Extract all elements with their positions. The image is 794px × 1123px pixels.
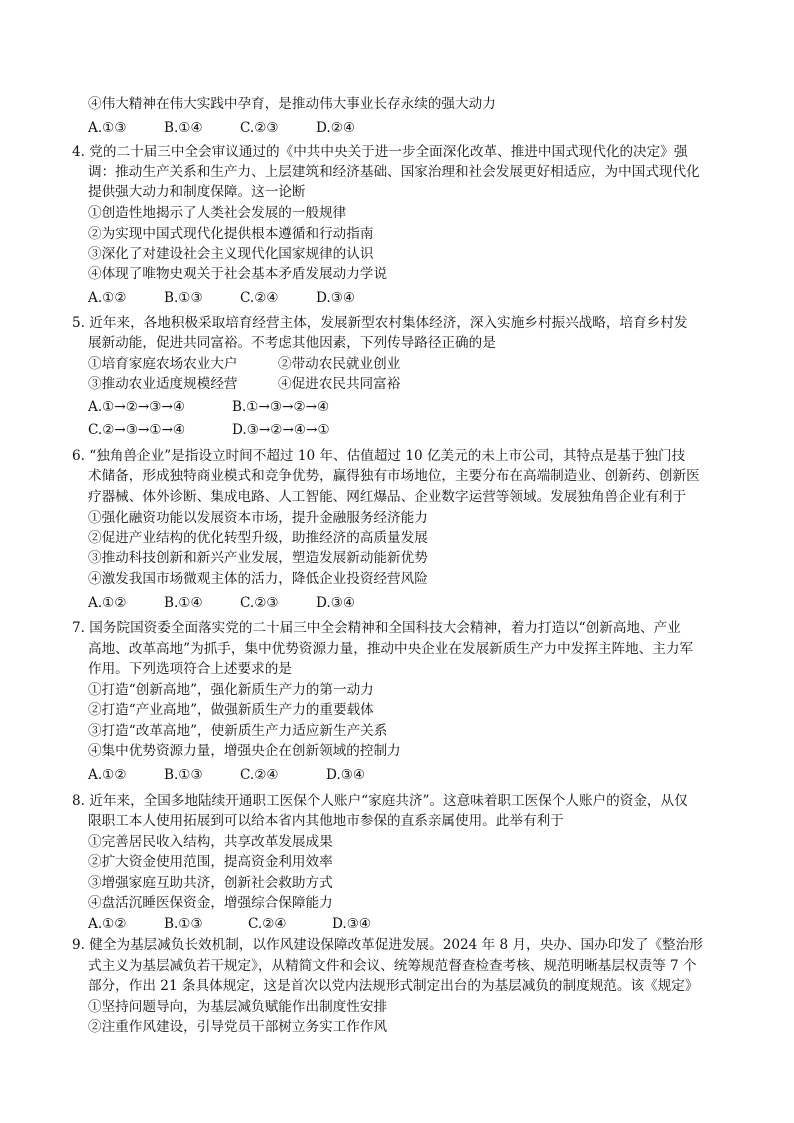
q3-item-4: ④伟大精神在伟大实践中孕育，是推动伟大事业长存永续的强大动力 [88,96,496,112]
q5-option-d: D.③→②→④→① [232,422,330,438]
q5-item-2: ②带动农民就业创业 [278,356,401,372]
q3-option-b: B.①④ [164,120,203,136]
q7-option-d: D.③④ [326,767,366,783]
q4-stem-line-3: 提供强大动力和制度保障。这一论断 [88,184,306,200]
q5-option-b: B.①→③→②→④ [232,399,330,415]
q7-stem-line-2: 高地、改革高地”为抓手，集中优势资源力量，推动中央企业在发展新质生产力中发挥主阵地、主力军 [88,641,694,657]
q9-item-2: ②注重作风建设，引导党员干部树立务实工作作风 [88,1019,388,1035]
q8-item-1: ①完善居民收入结构，共享改革发展成果 [88,834,333,850]
q4-option-c: C.②④ [240,290,279,306]
q6-option-c: C.②③ [240,595,279,611]
q5-stem-line-2: 展新动能，促进共同富裕。不考虑其他因素，下列传导路径正确的是 [88,335,496,351]
q8-stem-line-1: 8. 近年来，全国多地陆续开通职工医保个人账户“家庭共济”。这意味着职工医保个人账户的资金，从仅 [72,793,688,809]
q6-stem-line-2: 术储备，形成独特商业模式和竞争优势，赢得独有市场地位，主要分布在高端制造业、创新药、创新医 [88,468,700,484]
q8-item-2: ②扩大资金使用范围，提高资金利用效率 [88,854,333,870]
q9-stem-line-1: 9. 健全为基层减负长效机制，以作风建设保障改革促进发展。2024 年 8 月，央办、国办印发了《整治形 [72,937,703,953]
q3-option-d: D.②④ [316,120,356,136]
q9-item-1: ①坚持问题导向，为基层减负赋能作出制度性安排 [88,999,388,1015]
q5-item-1: ①培育家庭农场农业大户 [88,356,238,372]
q8-item-4: ④盘活沉睡医保资金，增强综合保障能力 [88,895,333,911]
q8-option-a: A.①② [88,916,127,932]
q7-item-2: ②打造“产业高地”，做强新质生产力的重要载体 [88,702,374,718]
q4-item-2: ②为实现中国式现代化提供根本遵循和行动指南 [88,226,374,242]
q6-stem-line-1: 6. “独角兽企业”是指设立时间不超过 10 年、估值超过 10 亿美元的未上市公司，其特点是基于独门技 [72,448,686,464]
q3-option-a: A.①③ [88,120,127,136]
q8-option-c: C.②④ [248,916,287,932]
q7-option-a: A.①② [88,767,127,783]
q7-stem-line-1: 7. 国务院国资委全面落实党的二十届三中全会精神和全国科技大会精神，着力打造以“创新高地、产业 [72,620,681,636]
q7-stem-line-3: 作用。下列选项符合上述要求的是 [88,661,292,677]
q6-item-4: ④激发我国市场微观主体的活力，降低企业投资经营风险 [88,571,428,587]
q3-option-c: C.②③ [240,120,279,136]
q4-stem-line-2: 调：推动生产关系和生产力、上层建筑和经济基础、国家治理和社会发展更好相适应，为中国式现代化 [88,164,700,180]
q6-stem-line-3: 疗器械、体外诊断、集成电路、人工智能、网红爆品、企业数字运营等领域。发展独角兽企业有利于 [88,489,687,505]
q5-option-a: A.①→②→③→④ [88,399,186,415]
q4-option-a: A.①② [88,290,127,306]
q4-option-b: B.①③ [164,290,203,306]
q4-option-d: D.③④ [316,290,356,306]
q7-option-c: C.②④ [240,767,279,783]
q6-item-3: ③推动科技创新和新兴产业发展，塑造发展新动能新优势 [88,550,428,566]
q6-option-a: A.①② [88,595,127,611]
q6-option-d: D.③④ [316,595,356,611]
q5-item-4: ④促进农民共同富裕 [278,376,401,392]
q7-item-1: ①打造“创新高地”，强化新质生产力的第一动力 [88,682,374,698]
q8-option-d: D.③④ [332,916,372,932]
q8-stem-line-2: 限职工本人使用拓展到可以给本省内其他地市参保的直系亲属使用。此举有利于 [88,813,564,829]
q6-item-2: ②促进产业结构的优化转型升级，助推经济的高质量发展 [88,530,428,546]
q4-item-4: ④体现了唯物史观关于社会基本矛盾发展动力学说 [88,266,388,282]
q7-item-3: ③打造“改革高地”，使新质生产力适应新生产关系 [88,723,388,739]
q5-option-c: C.②→③→①→④ [88,422,186,438]
q9-stem-line-2: 式主义为基层减负若干规定》，从精简文件和会议、统筹规范督查检查考核、规范明晰基层权责等 7 个 [88,958,697,974]
q4-item-1: ①创造性地揭示了人类社会发展的一般规律 [88,205,347,221]
q6-option-b: B.①④ [164,595,203,611]
q4-stem-line-1: 4. 党的二十届三中全会审议通过的《中共中央关于进一步全面深化改革、推进中国式现代化的决定》强 [72,144,688,160]
q4-item-3: ③深化了对建设社会主义现代化国家规律的认识 [88,246,374,262]
q5-item-3: ③推动农业适度规模经营 [88,376,238,392]
q8-item-3: ③增强家庭互助共济，创新社会救助方式 [88,875,333,891]
q7-item-4: ④集中优势资源力量，增强央企在创新领域的控制力 [88,743,401,759]
q5-stem-line-1: 5. 近年来，各地积极采取培育经营主体，发展新型农村集体经济，深入实施乡村振兴战略，培育乡村发 [72,315,688,331]
q8-option-b: B.①③ [164,916,203,932]
q7-option-b: B.①③ [164,767,203,783]
q6-item-1: ①强化融资功能以发展资本市场，提升金融服务经济能力 [88,510,428,526]
q9-stem-line-3: 部分，作出 21 条具体规定，这是首次以党内法规形式制定出台的为基层减负的制度规范。该《规定》 [88,978,699,994]
